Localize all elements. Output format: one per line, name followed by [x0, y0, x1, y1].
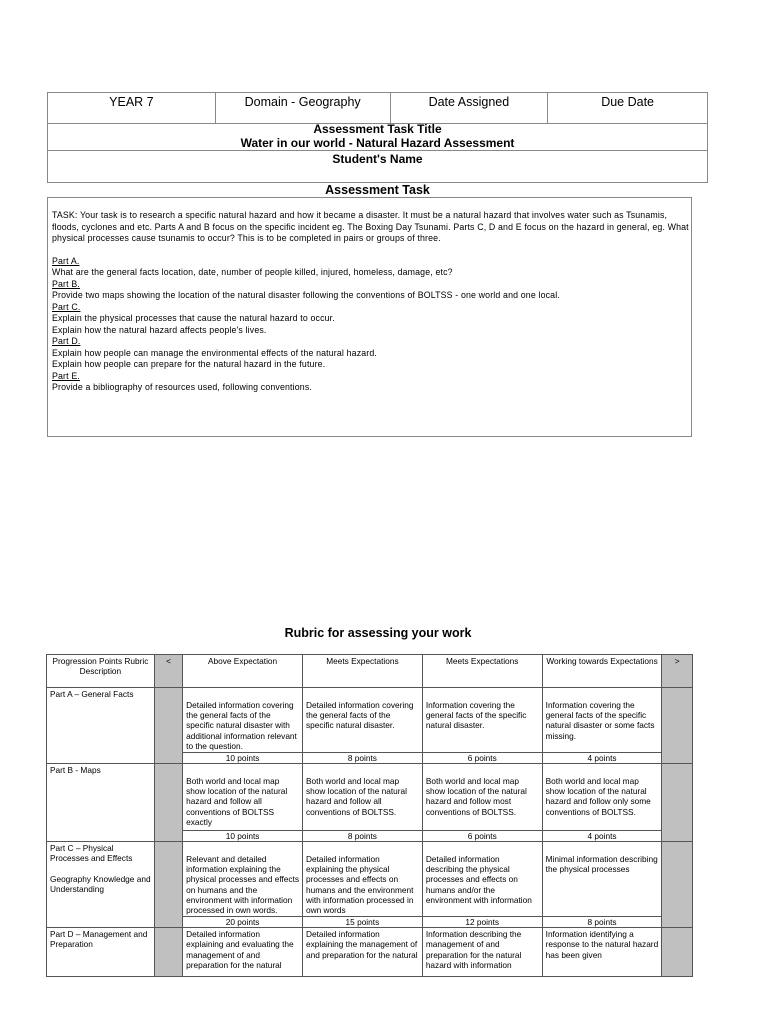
year-cell: YEAR 7 — [48, 93, 216, 124]
rubric-grey-cell — [662, 928, 693, 977]
rubric-points-cell: 10 points — [183, 753, 303, 764]
task-parts — [52, 256, 689, 394]
rubric-points-cell: 15 points — [302, 917, 422, 928]
title-block — [47, 121, 708, 183]
rubric-criterion-cell: Detailed information explaining the management of and preparation for the natural — [302, 928, 422, 977]
rubric-criterion-cell: Detailed information covering the general facts of the specific natural disaster with additional information relevant to the question. — [183, 688, 303, 753]
rubric-points-cell: 10 points — [183, 831, 303, 842]
rubric-points-cell: 6 points — [422, 831, 542, 842]
task-part-label: Part C. — [52, 301, 81, 312]
task-part-label: Part A. — [52, 255, 80, 266]
task-part-line: Provide a bibliography of resources used, following conventions. — [52, 382, 312, 392]
rubric-points-cell: 8 points — [302, 753, 422, 764]
rubric-points-cell: 12 points — [422, 917, 542, 928]
rubric-grey-cell — [154, 928, 182, 977]
rubric-grey-cell — [662, 764, 693, 842]
task-part-label: Part D. — [52, 336, 81, 346]
rubric-grey-cell — [154, 842, 182, 928]
rubric-points-cell: 20 points — [183, 917, 303, 928]
rubric-row-label: Part C – Physical Processes and Effects Geography Knowledge and Understanding — [47, 842, 155, 928]
task-intro: TASK: Your task is to research a specific natural hazard and how it became a disaster. It must be a natural hazard that involves water such as Tsunamis, floods, cyclones and etc. Parts A and B focus on the specific incident eg. The Boxing Day Tsunami. Parts C, D and E focus on the hazard in general, eg. What physical processes cause tsunamis to occur? This is to be completed in pairs or groups of three. — [52, 210, 689, 243]
task-title-label: Assessment Task Title — [313, 122, 442, 136]
rubric-grey-cell — [662, 688, 693, 764]
task-part-line: What are the general facts location, date, number of people killed, injured, homeless, damage, etc? — [52, 267, 453, 277]
task-part-line: Provide two maps showing the location of the natural disaster following the conventions of BOLTSS - one world and one local. — [52, 290, 560, 300]
rubric-criterion-cell: Detailed information explaining and evaluating the management of and preparation for the natural — [183, 928, 303, 977]
rubric-header-row — [47, 655, 693, 688]
rubric-header-cell: Progression Points Rubric Description — [47, 655, 155, 688]
rubric-header-cell: Above Expectation — [183, 655, 303, 688]
rubric-criterion-cell: Information covering the general facts of the specific natural disaster or some facts missing. — [542, 688, 662, 753]
rubric-criterion-cell: Both world and local map show location of the natural hazard and follow most conventions of BOLTSS. — [422, 764, 542, 831]
rubric-title: Rubric for assessing your work — [284, 626, 472, 640]
rubric-grey-cell — [662, 842, 693, 928]
rubric-criterion-cell: Information describing the management of and preparation for the natural hazard with information — [422, 928, 542, 977]
header-table — [47, 92, 708, 124]
rubric-header-cell: Meets Expectations — [422, 655, 542, 688]
rubric-criterion-cell: Both world and local map show location of the natural hazard and follow all conventions of BOLTSS exactly — [183, 764, 303, 831]
task-part-line: Explain how the natural hazard affects people's lives. — [52, 324, 267, 335]
task-part-label: Part B. — [52, 278, 80, 289]
rubric-criterion-cell: Information identifying a response to the natural hazard has been given — [542, 928, 662, 977]
rubric-row-label: Part A – General Facts — [47, 688, 155, 764]
rubric-criterion-cell: Relevant and detailed information explaining the physical processes and effects on humans and the environment with information processed in own words. — [183, 842, 303, 917]
rubric-row-label: Part B - Maps — [47, 764, 155, 842]
task-part-line: Explain the physical processes that cause the natural hazard to occur. — [52, 313, 335, 323]
task-part-label: Part E. — [52, 370, 80, 381]
rubric-grey-cell — [154, 764, 182, 842]
rubric-points-cell: 6 points — [422, 753, 542, 764]
rubric-criterion-cell: Minimal information describing the physical processes — [542, 842, 662, 917]
rubric-criterion-cell: Both world and local map show location of the natural hazard and follow only some conventions of BOLTSS. — [542, 764, 662, 831]
rubric-points-cell: 8 points — [302, 831, 422, 842]
rubric-row-label: Part D – Management and Preparation — [47, 928, 155, 977]
rubric-criterion-cell: Information covering the general facts of the specific natural disaster. — [422, 688, 542, 753]
rubric-points-cell: 8 points — [542, 917, 662, 928]
assessment-task-box — [47, 197, 692, 437]
rubric-row — [47, 688, 693, 753]
rubric-table — [46, 654, 693, 977]
rubric-row — [47, 842, 693, 917]
rubric-header-cell: Working towards Expectations — [542, 655, 662, 688]
student-name-label: Student's Name — [332, 152, 423, 166]
rubric-header-cell: Meets Expectations — [302, 655, 422, 688]
rubric-header-cell: < — [154, 655, 182, 688]
rubric-criterion-cell: Detailed information covering the general facts of the specific natural disaster. — [302, 688, 422, 753]
rubric-row — [47, 928, 693, 977]
due-date-cell: Due Date — [548, 93, 708, 124]
domain-cell: Domain - Geography — [215, 93, 390, 124]
task-part-line: Explain how people can manage the environmental effects of the natural hazard. — [52, 347, 378, 358]
rubric-points-cell: 4 points — [542, 753, 662, 764]
task-title-row — [48, 121, 707, 151]
rubric-row — [47, 764, 693, 831]
rubric-header-cell: > — [662, 655, 693, 688]
rubric-grey-cell — [154, 688, 182, 764]
rubric-criterion-cell: Detailed information explaining the physical processes and effects on humans and the environment with information processed in own words — [302, 842, 422, 917]
date-assigned-cell: Date Assigned — [390, 93, 548, 124]
task-title: Water in our world - Natural Hazard Assessment — [240, 136, 515, 150]
rubric-points-cell: 4 points — [542, 831, 662, 842]
rubric-criterion-cell: Detailed information describing the physical processes and effects on humans and/or the environment with information — [422, 842, 542, 917]
rubric-criterion-cell: Both world and local map show location of the natural hazard and follow all conventions of BOLTSS. — [302, 764, 422, 831]
assessment-task-heading: Assessment Task — [325, 183, 430, 197]
task-part-line: Explain how people can prepare for the natural hazard in the future. — [52, 359, 326, 369]
